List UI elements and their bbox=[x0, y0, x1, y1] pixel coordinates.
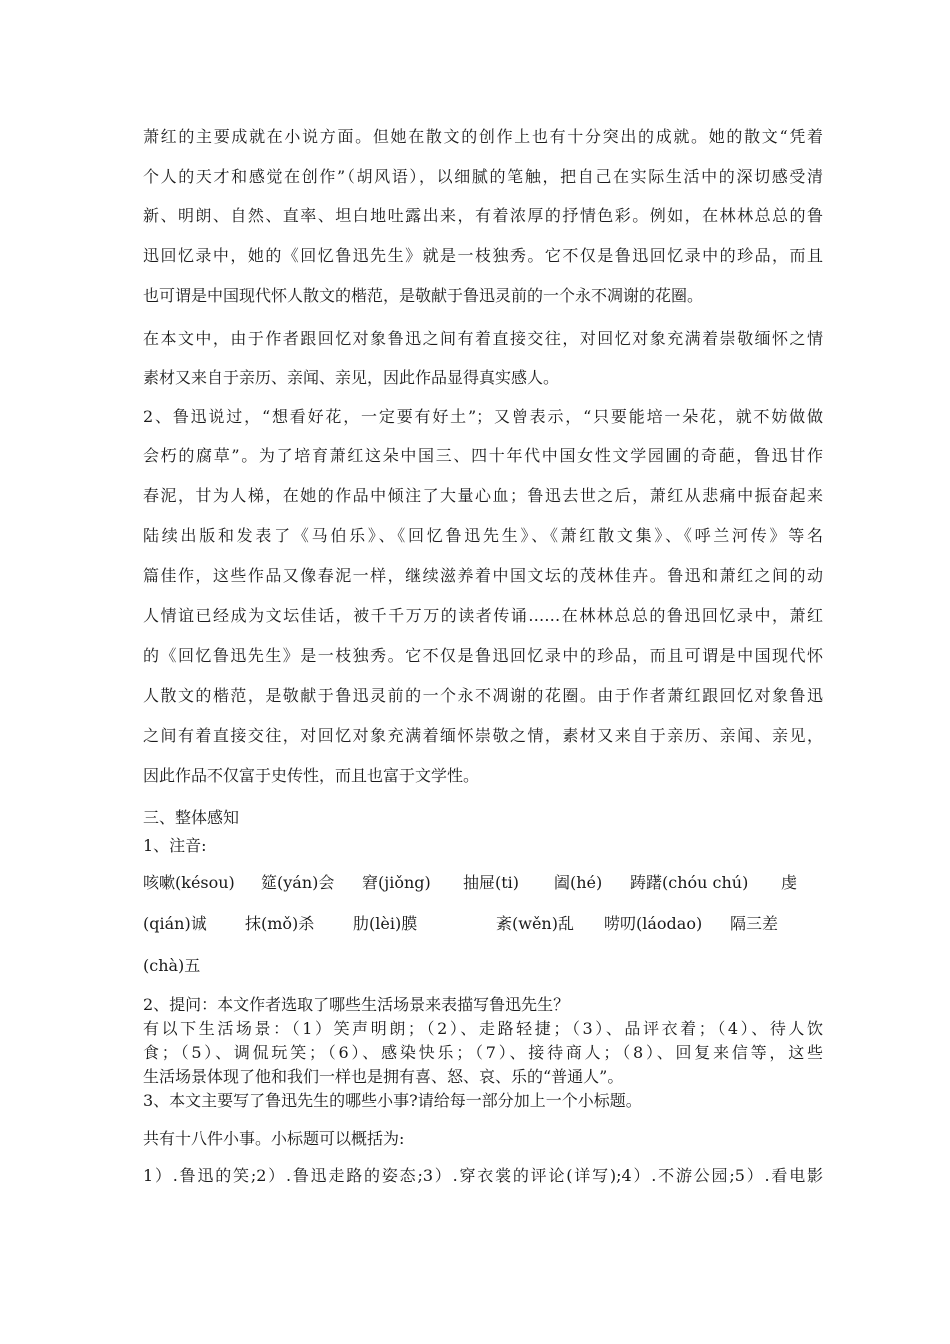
paragraph-3-line-4: 陆续出版和发表了《马伯乐》、《回忆鲁迅先生》、《萧红散文集》、《呼兰河传》等名 bbox=[143, 526, 823, 545]
item-3-intro: 共有十八件小事。小标题可以概括为: bbox=[143, 1129, 405, 1148]
item-2-answer-line-1: 有以下生活场景：（1）笑声明朗；（2）、走路轻捷；（3）、品评衣着；（4）、待人饮 bbox=[143, 1019, 823, 1038]
item-2-answer-line-2: 食；（5）、调侃玩笑；（6）、感染快乐；（7）、接待商人；（8）、回复来信等，这些 bbox=[143, 1043, 823, 1062]
paragraph-3-line-1: 2、鲁迅说过，“想看好花，一定要有好土”；又曾表示，“只要能培一朵花，就不妨做做 bbox=[143, 407, 823, 426]
pronunciation-word: 隔三差 bbox=[730, 914, 779, 933]
pronunciation-word: 抹(mǒ)杀 bbox=[245, 914, 315, 933]
paragraph-3-line-6: 人情谊已经成为文坛佳话，被千千万万的读者传诵……在林林总总的鲁迅回忆录中，萧红 bbox=[143, 606, 823, 625]
pronunciation-word: 踌躇(chóu chú) bbox=[630, 873, 749, 892]
pronunciation-row-1 bbox=[143, 873, 823, 895]
paragraph-1-line-5: 也可谓是中国现代怀人散文的楷范，是敬献于鲁迅灵前的一个永不凋谢的花圈。 bbox=[143, 286, 704, 305]
pronunciation-word: 窘(jiǒng) bbox=[362, 873, 431, 892]
paragraph-2-line-2: 素材又来自于亲历、亲闻、亲见，因此作品显得真实感人。 bbox=[143, 368, 560, 387]
pronunciation-word: 肋(lèi)膜 bbox=[353, 914, 418, 933]
paragraph-1-line-2: 个人的天才和感觉在创作”（胡风语），以细腻的笔触，把自己在实际生活中的深切感受清 bbox=[143, 167, 823, 186]
paragraph-3-line-10: 因此作品不仅富于史传性，而且也富于文学性。 bbox=[143, 766, 480, 785]
paragraph-1-line-4: 迅回忆录中，她的《回忆鲁迅先生》就是一枝独秀。它不仅是鲁迅回忆录中的珍品，而且 bbox=[143, 246, 823, 265]
pronunciation-row-3 bbox=[143, 956, 823, 978]
paragraph-1-line-1: 萧红的主要成就在小说方面。但她在散文的创作上也有十分突出的成就。她的散文“凭着 bbox=[143, 127, 823, 146]
paragraph-3-line-5: 篇佳作，这些作品又像春泥一样，继续滋养着中国文坛的茂林佳卉。鲁迅和萧红之间的动 bbox=[143, 566, 823, 585]
paragraph-2-line-1: 在本文中，由于作者跟回忆对象鲁迅之间有着直接交往，对回忆对象充满着崇敬缅怀之情 bbox=[143, 329, 823, 348]
pronunciation-row-2 bbox=[143, 914, 823, 936]
pronunciation-word: (chà)五 bbox=[143, 956, 201, 975]
paragraph-3-line-9: 之间有着直接交往，对回忆对象充满着缅怀崇敬之情，素材又来自于亲历、亲闻、亲见， bbox=[143, 726, 823, 745]
paragraph-3-line-7: 的《回忆鲁迅先生》是一枝独秀。它不仅是鲁迅回忆录中的珍品，而且可谓是中国现代怀 bbox=[143, 646, 823, 665]
paragraph-1-line-3: 新、明朗、自然、直率、坦白地吐露出来，有着浓厚的抒情色彩。例如，在林林总总的鲁 bbox=[143, 206, 823, 225]
paragraph-3-line-3: 春泥，甘为人梯，在她的作品中倾注了大量心血；鲁迅去世之后，萧红从悲痛中振奋起来 bbox=[143, 486, 823, 505]
pronunciation-word: 筵(yán)会 bbox=[261, 873, 335, 892]
pronunciation-word: 抽屉(ti) bbox=[463, 873, 520, 892]
pronunciation-word: 紊(wěn)乱 bbox=[496, 914, 574, 933]
item-1-label: 1、注音: bbox=[143, 836, 207, 855]
item-2-answer-line-3: 生活场景体现了他和我们一样也是拥有喜、怒、哀、乐的“普通人”。 bbox=[143, 1067, 624, 1086]
pronunciation-word: (qián)诚 bbox=[143, 914, 207, 933]
section-heading: 三、整体感知 bbox=[143, 808, 240, 827]
item-3-list-line: 1）.鲁迅的笑;2）.鲁迅走路的姿态;3）.穿衣裳的评论(详写);4）.不游公园;5）.看电影 bbox=[143, 1166, 823, 1185]
paragraph-3-line-2: 会朽的腐草”。为了培育萧红这朵中国三、四十年代中国女性文学园圃的奇葩，鲁迅甘作 bbox=[143, 446, 823, 465]
item-2-question: 2、提问：本文作者选取了哪些生活场景来表描写鲁迅先生？ bbox=[143, 995, 570, 1014]
paragraph-3-line-8: 人散文的楷范，是敬献于鲁迅灵前的一个永不凋谢的花圈。由于作者萧红跟回忆对象鲁迅 bbox=[143, 686, 823, 705]
pronunciation-word: 唠叨(láodao) bbox=[604, 914, 703, 933]
pronunciation-word: 虔 bbox=[781, 873, 798, 892]
item-3-question: 3、本文主要写了鲁迅先生的哪些小事?请给每一部分加上一个小标题。 bbox=[143, 1091, 642, 1110]
pronunciation-word: 阖(hé) bbox=[554, 873, 603, 892]
pronunciation-word: 咳嗽(késou) bbox=[143, 873, 235, 892]
